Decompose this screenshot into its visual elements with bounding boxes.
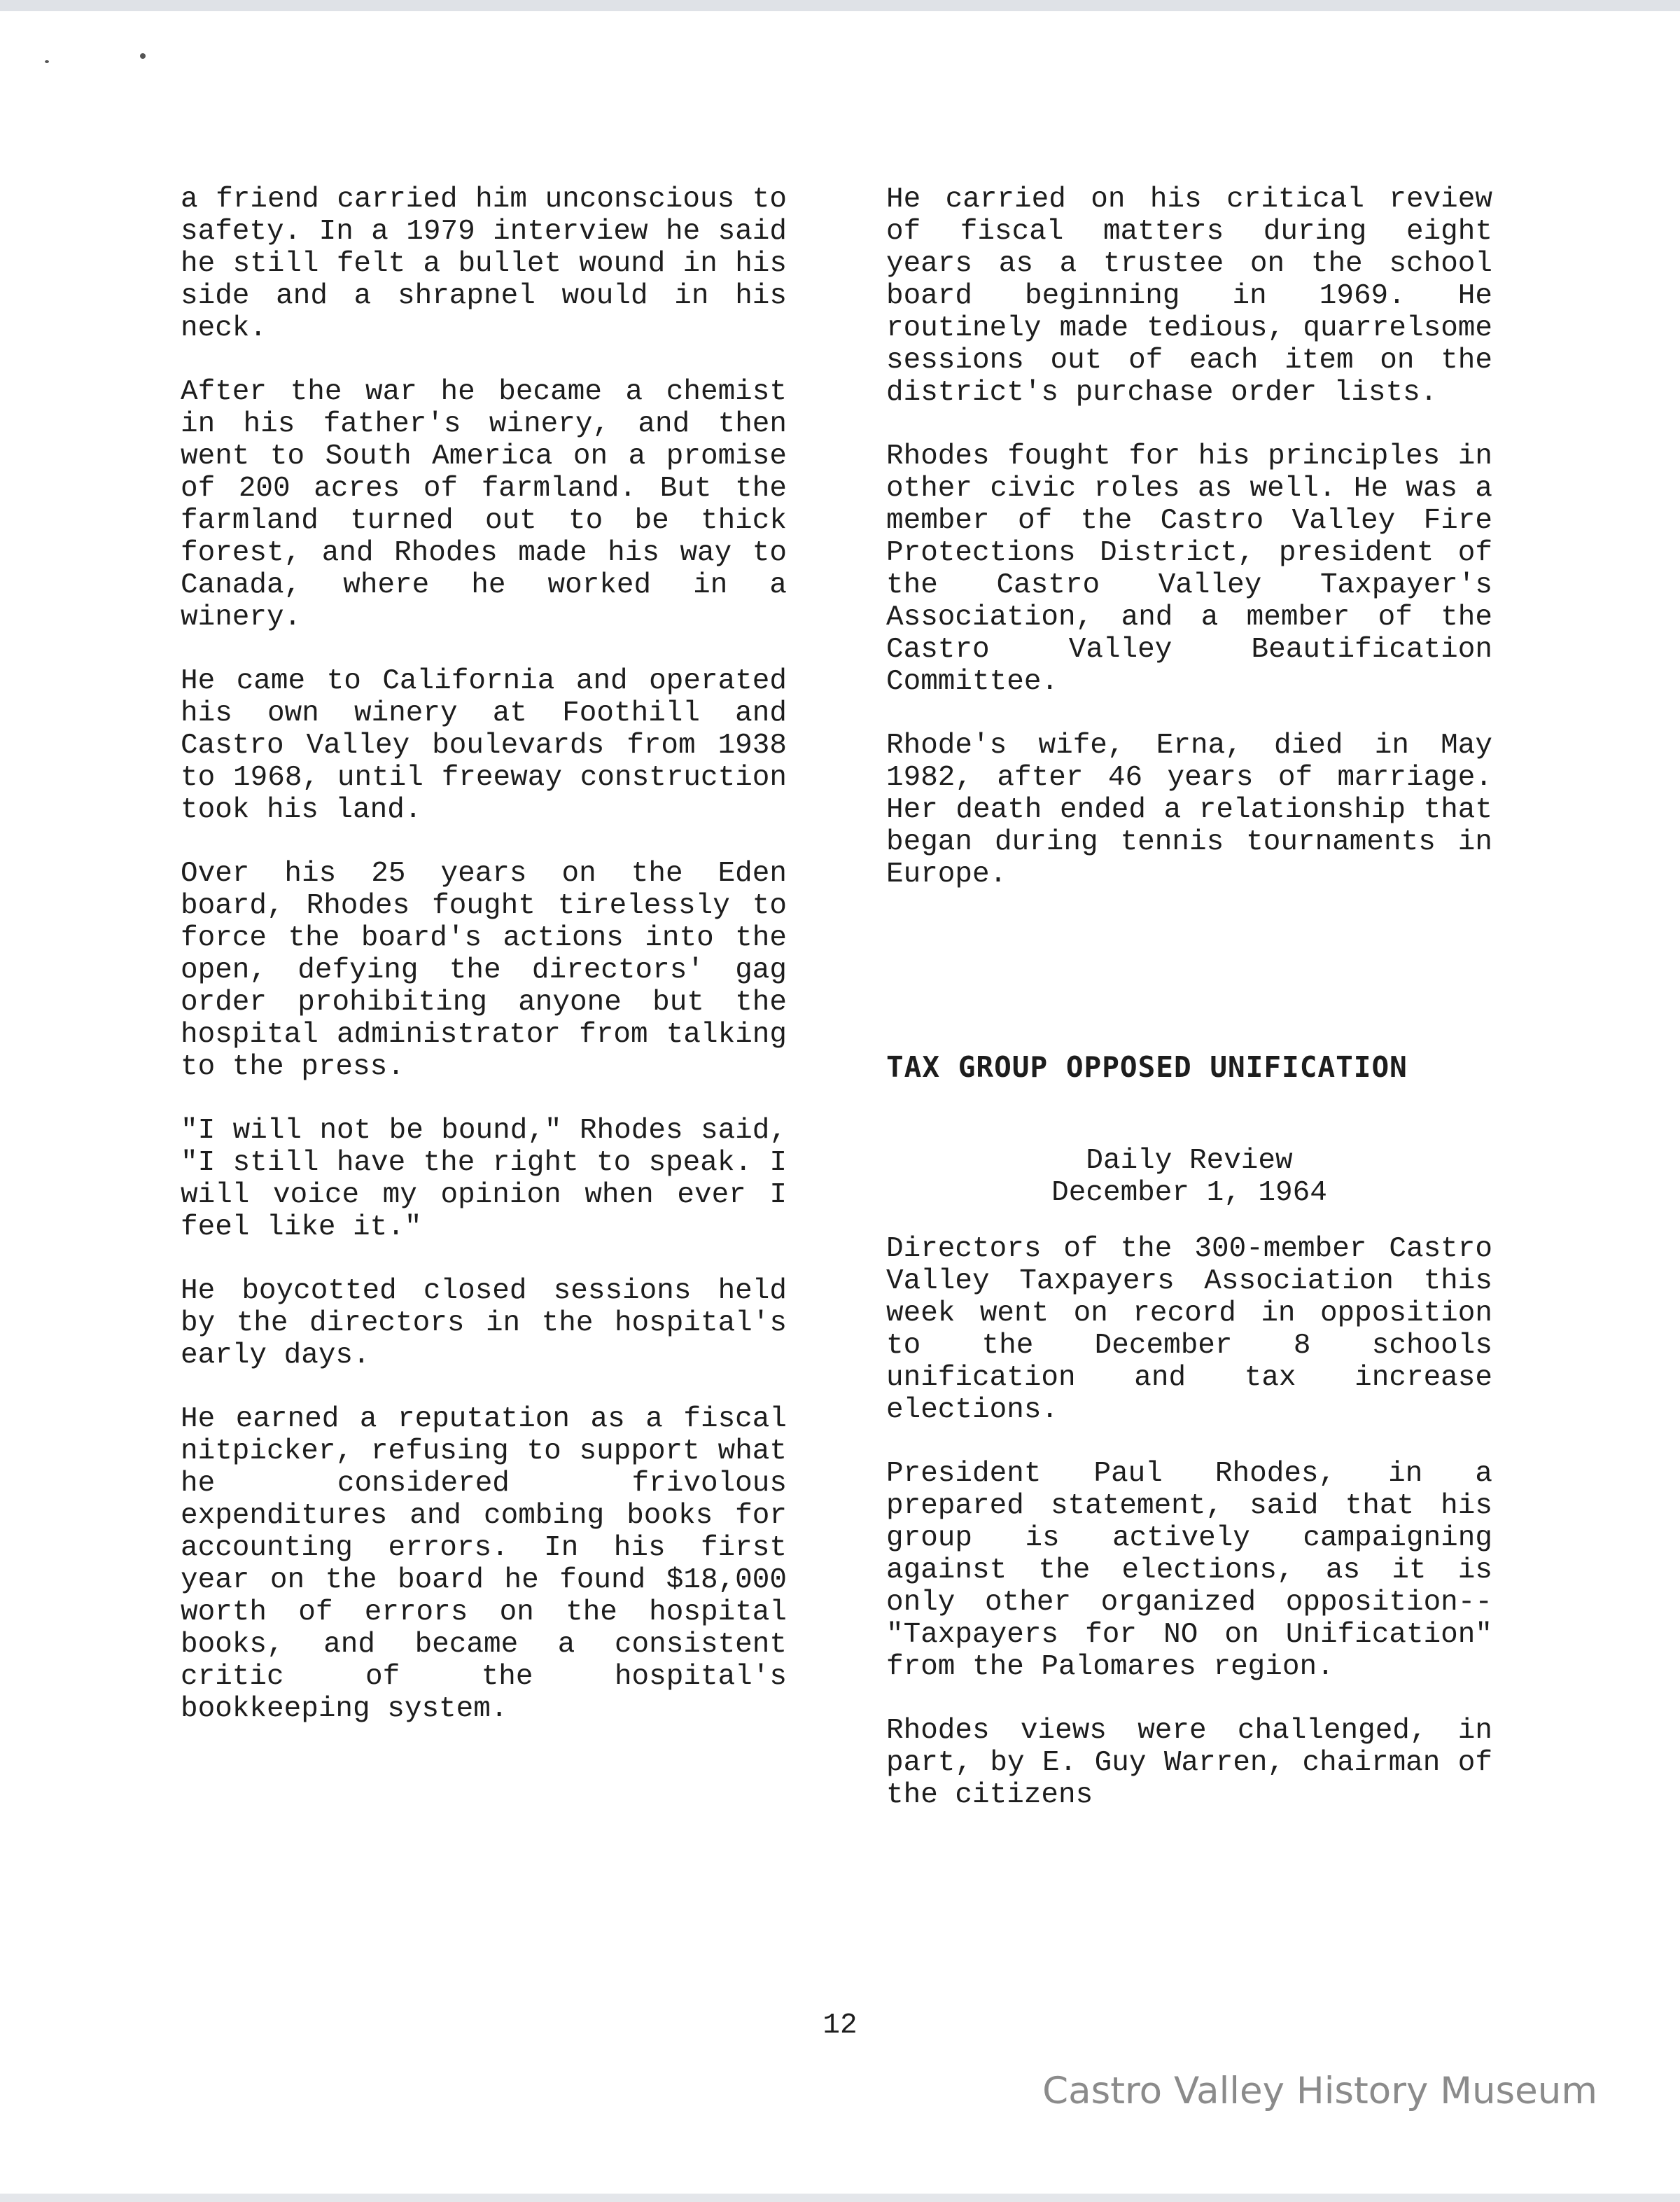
paragraph: He came to California and operated his own winery at Foothill and Castro Valley boulevards from 1938 to 1968, until freeway construction took his land. [181, 665, 787, 826]
source-name: Daily Review [1086, 1145, 1293, 1177]
left-column [181, 183, 787, 1757]
page-number: 12 [822, 2009, 858, 2042]
scan-bottom-edge [0, 2194, 1680, 2202]
right-column [886, 183, 1492, 1843]
paragraph: Rhodes views were challenged, in part, by E. Guy Warren, chairman of the citizens [886, 1715, 1492, 1811]
scan-speck [45, 60, 49, 63]
scan-speck [140, 53, 146, 59]
source-date: December 1, 1964 [1051, 1177, 1327, 1209]
paragraph: Directors of the 300-member Castro Valley Taxpayers Association this week went on record in opposition to the December 8 schools unification and tax increase elections. [886, 1233, 1492, 1426]
article-heading: TAX GROUP OPPOSED UNIFICATION [886, 1050, 1408, 1084]
paragraph: After the war he became a chemist in his father's winery, and then went to South America on a promise of 200 acres of farmland. But the farmland turned out to be thick forest, and Rhodes made his way to Canada, where he worked in a winery. [181, 376, 787, 634]
paragraph: He earned a reputation as a fiscal nitpicker, refusing to support what he considered frivolous expenditures and combing books for accounting errors. In his first year on the board he found $18,000 worth of errors on the hospital books, and became a consistent critic of the hospital's bookkeeping system. [181, 1403, 787, 1725]
paragraph: Rhode's wife, Erna, died in May 1982, after 46 years of marriage. Her death ended a relationship that began during tennis tournaments in Europe. [886, 730, 1492, 891]
spacer [886, 922, 1492, 1051]
paragraph: Rhodes fought for his principles in other civic roles as well. He was a member of the Castro Valley Fire Protections District, president of the Castro Valley Taxpayer's Association, and a member of the Castro Valley Beautification Committee. [886, 440, 1492, 698]
paragraph: He boycotted closed sessions held by the directors in the hospital's early days. [181, 1275, 787, 1372]
paragraph: He carried on his critical review of fiscal matters during eight years as a trustee on the school board beginning in 1969. He routinely made tedious, quarrelsome sessions out of each item on the district's purchase order lists. [886, 183, 1492, 409]
watermark: Castro Valley History Museum [1042, 2070, 1597, 2112]
paragraph: "I will not be bound," Rhodes said, "I still have the right to speak. I will voice my opinion when ever I feel like it." [181, 1115, 787, 1243]
article-source [886, 1145, 1492, 1209]
scan-top-edge [0, 0, 1680, 11]
paragraph: a friend carried him unconscious to safety. In a 1979 interview he said he still felt a bullet wound in his side and a shrapnel would in his neck. [181, 183, 787, 344]
paragraph: Over his 25 years on the Eden board, Rhodes fought tirelessly to force the board's actions into the open, defying the directors' gag order prohibiting anyone but the hospital administrator from talking to the press. [181, 858, 787, 1083]
paragraph: President Paul Rhodes, in a prepared statement, said that his group is actively campaigning against the elections, as it is only other organized opposition--"Taxpayers for NO on Unification" from the Palomares region. [886, 1458, 1492, 1683]
